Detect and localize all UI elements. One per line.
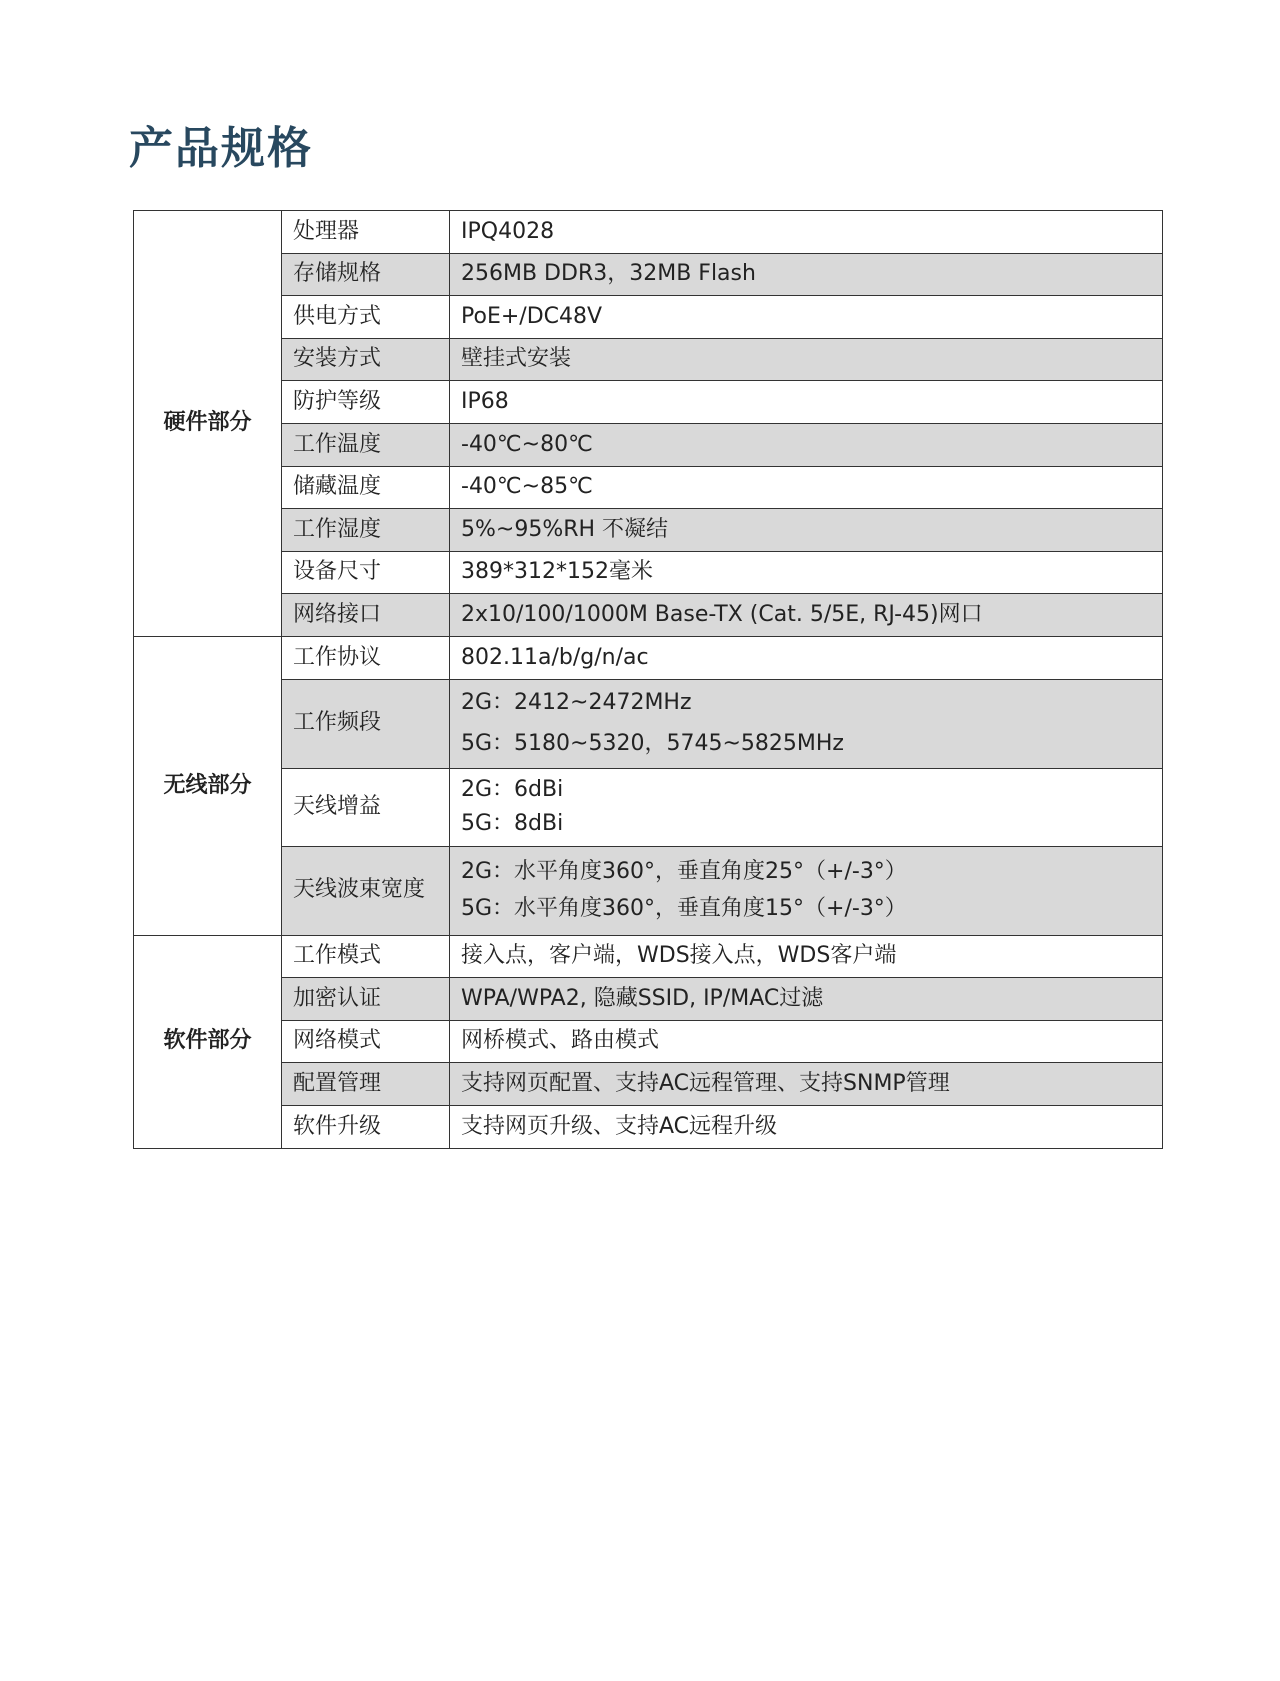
table-row	[134, 296, 1163, 339]
spec-value: PoE+/DC48V	[450, 296, 1163, 339]
spec-key: 软件升级	[282, 1105, 450, 1148]
spec-key: 天线波束宽度	[282, 846, 450, 935]
spec-table	[133, 210, 1163, 1149]
spec-value: 802.11a/b/g/n/ac	[450, 636, 1163, 679]
spec-value: -40℃~80℃	[450, 423, 1163, 466]
spec-value: IPQ4028	[450, 211, 1163, 254]
spec-value: 壁挂式安装	[450, 338, 1163, 381]
spec-value-multiline	[450, 679, 1163, 768]
spec-value: -40℃~85℃	[450, 466, 1163, 509]
spec-value: 256MB DDR3，32MB Flash	[450, 253, 1163, 296]
spec-key: 处理器	[282, 211, 450, 254]
value-line: 2G：6dBi	[461, 776, 564, 802]
table-row	[134, 846, 1163, 935]
spec-value: 5%~95%RH 不凝结	[450, 509, 1163, 552]
table-row	[134, 338, 1163, 381]
page-title: 产品规格	[129, 123, 313, 174]
table-row	[134, 935, 1163, 978]
table-row	[134, 1020, 1163, 1063]
spec-value: IP68	[450, 381, 1163, 424]
spec-key: 工作模式	[282, 935, 450, 978]
spec-key: 防护等级	[282, 381, 450, 424]
value-line: 2G：2412~2472MHz	[461, 690, 692, 716]
spec-value: 接入点，客户端，WDS接入点，WDS客户端	[450, 935, 1163, 978]
table-row	[134, 768, 1163, 846]
table-row	[134, 381, 1163, 424]
spec-value-multiline	[450, 768, 1163, 846]
spec-key: 网络模式	[282, 1020, 450, 1063]
spec-key: 加密认证	[282, 978, 450, 1021]
spec-key: 配置管理	[282, 1063, 450, 1106]
value-line: 5G：5180~5320，5745~5825MHz	[461, 730, 844, 756]
table-row	[134, 423, 1163, 466]
spec-key: 工作湿度	[282, 509, 450, 552]
spec-value: 支持网页配置、支持AC远程管理、支持SNMP管理	[450, 1063, 1163, 1106]
spec-key: 供电方式	[282, 296, 450, 339]
table-row	[134, 1063, 1163, 1106]
spec-key: 设备尺寸	[282, 551, 450, 594]
spec-value: 网桥模式、路由模式	[450, 1020, 1163, 1063]
table-row	[134, 253, 1163, 296]
table-row	[134, 1105, 1163, 1148]
spec-value: WPA/WPA2, 隐藏SSID, IP/MAC过滤	[450, 978, 1163, 1021]
spec-value: 2x10/100/1000M Base-TX (Cat. 5/5E, RJ-45)网口	[450, 594, 1163, 637]
spec-key: 工作温度	[282, 423, 450, 466]
table-row	[134, 466, 1163, 509]
group-software: 软件部分	[134, 935, 282, 1148]
spec-key: 工作协议	[282, 636, 450, 679]
table-row	[134, 509, 1163, 552]
table-row	[134, 679, 1163, 768]
value-line: 5G：8dBi	[461, 811, 564, 837]
spec-key: 工作频段	[282, 679, 450, 768]
spec-key: 网络接口	[282, 594, 450, 637]
group-wireless: 无线部分	[134, 636, 282, 935]
spec-key: 储藏温度	[282, 466, 450, 509]
table-row	[134, 211, 1163, 254]
spec-key: 存储规格	[282, 253, 450, 296]
table-row	[134, 636, 1163, 679]
spec-value: 389*312*152毫米	[450, 551, 1163, 594]
table-row	[134, 594, 1163, 637]
table-row	[134, 978, 1163, 1021]
value-line: 2G：水平角度360°，垂直角度25°（+/-3°）	[461, 859, 907, 885]
spec-value: 支持网页升级、支持AC远程升级	[450, 1105, 1163, 1148]
table-row	[134, 551, 1163, 594]
spec-key: 天线增益	[282, 768, 450, 846]
spec-value-multiline	[450, 846, 1163, 935]
group-hardware: 硬件部分	[134, 211, 282, 637]
value-line: 5G：水平角度360°，垂直角度15°（+/-3°）	[461, 895, 907, 921]
spec-key: 安装方式	[282, 338, 450, 381]
